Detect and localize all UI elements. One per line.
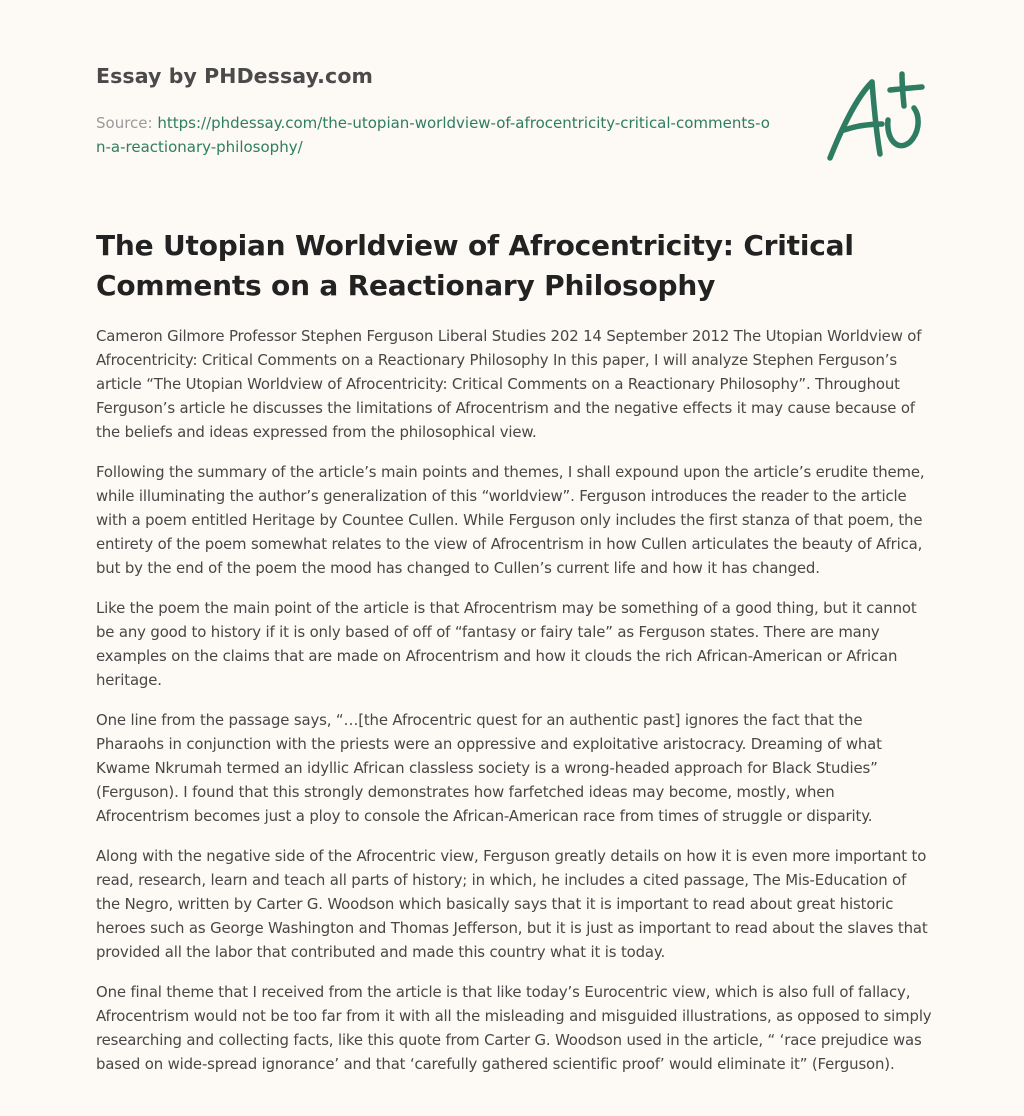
essay-body xyxy=(96,324,932,1092)
essay-paragraph: Like the poem the main point of the article is that Afrocentrism may be something of a good thing, but it cannot be any good to history if it is only based of off of “fantasy or fairy tale” as Ferguson states. There are many examples on the claims that are made on Afrocentrism and how it clouds the rich African-American or African heritage. xyxy=(96,599,917,689)
source-label: Source: xyxy=(96,114,153,132)
site-title: Essay by PHDessay.com xyxy=(96,64,373,88)
essay-paragraph: Following the summary of the article’s main points and themes, I shall expound upon the article’s erudite theme, while illuminating the author’s generalization of this “worldview”. Ferguson introduces the reader to the article with a poem entitled Heritage by Countee Cullen. While Ferguson only includes the first stanza of that poem, the entirety of the poem somewhat relates to the view of Afrocentrism in how Cullen articulates the beauty of Africa, but by the end of the poem the mood has changed to Cullen’s current life and how it has changed. xyxy=(96,463,925,577)
a-plus-logo-icon xyxy=(822,68,932,168)
source-link[interactable]: https://phdessay.com/the-utopian-worldview-of-afrocentricity-critical-comments-on-a-reactionary-philosophy/ xyxy=(96,114,770,156)
essay-title: The Utopian Worldview of Afrocentricity: Critical Comments on a Reactionary Philosophy xyxy=(96,229,854,302)
essay-paragraph: Cameron Gilmore Professor Stephen Ferguson Liberal Studies 202 14 September 2012 The Utopian Worldview of Afrocentricity: Critical Comments on a Reactionary Philosophy In this paper, I will analyze Stephen Ferguson’s article “The Utopian Worldview of Afrocentricity: Critical Comments on a Reactionary Philosophy”. Throughout Ferguson’s article he discusses the limitations of Afrocentrism and the negative effects it may cause because of the beliefs and ideas expressed from the philosophical view. xyxy=(96,327,922,441)
essay-paragraph: Along with the negative side of the Afrocentric view, Ferguson greatly details on how it is even more important to read, research, learn and teach all parts of history; in which, he includes a cited passage, The Mis-Education of the Negro, written by Carter G. Woodson which basically says that it is important to read about great historic heroes such as George Washington and Thomas Jefferson, but it is just as important to read about the slaves that provided all the labor that contributed and made this country what it is today. xyxy=(96,847,928,961)
source-line xyxy=(96,111,776,159)
essay-paragraph: One final theme that I received from the article is that like today’s Eurocentric view, which is also full of fallacy, Afrocentrism would not be too far from it with all the misleading and misguided illustrations, as opposed to simply researching and collecting facts, like this quote from Carter G. Woodson used in the article, “ ‘race prejudice was based on wide-spread ignorance’ and that ‘carefully gathered scientific proof’ would eliminate it” (Ferguson). xyxy=(96,983,932,1073)
essay-paragraph: One line from the passage says, “…[the Afrocentric quest for an authentic past] ignores the fact that the Pharaohs in conjunction with the priests were an oppressive and exploitative aristocracy. Dreaming of what Kwame Nkrumah termed an idyllic African classless society is a wrong-headed approach for Black Studies” (Ferguson). I found that this strongly demonstrates how farfetched ideas may become, mostly, when Afrocentrism becomes just a ploy to console the African-American race from times of struggle or disparity. xyxy=(96,711,882,825)
